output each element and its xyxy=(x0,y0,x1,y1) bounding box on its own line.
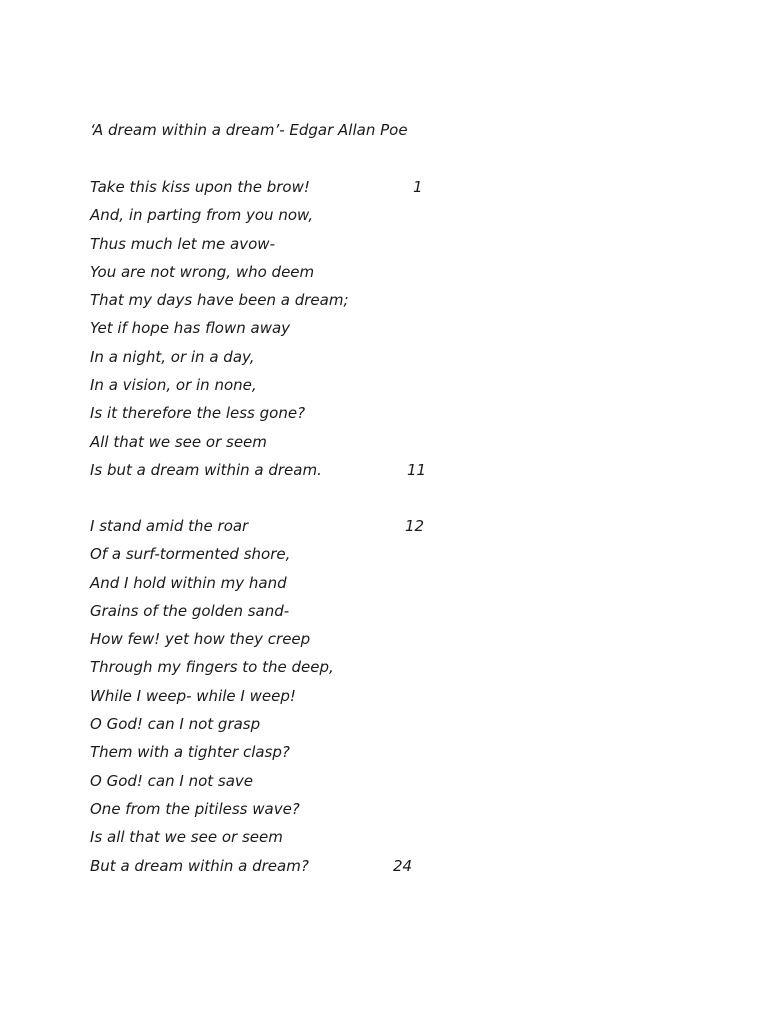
poem-line-text: I stand amid the roar xyxy=(90,517,249,535)
line-number: 12 xyxy=(405,517,425,535)
poem-line xyxy=(90,262,450,290)
poem-line-text: All that we see or seem xyxy=(90,432,267,451)
poem-line-text: O God! can I not grasp xyxy=(90,715,261,734)
stanza-2 xyxy=(90,516,450,884)
poem-line xyxy=(90,827,450,855)
poem-line-text: O God! can I not save xyxy=(90,771,254,790)
poem-line xyxy=(90,714,450,742)
poem-line xyxy=(90,375,450,403)
poem-line xyxy=(90,856,450,884)
poem-line xyxy=(90,657,450,685)
poem-line xyxy=(90,205,450,233)
poem-line xyxy=(90,177,450,205)
poem-line xyxy=(90,771,450,799)
poem-line xyxy=(90,403,450,431)
line-number: 24 xyxy=(393,856,413,875)
poem-line-text: Yet if hope has flown away xyxy=(90,319,291,338)
poem-line-text: How few! yet how they creep xyxy=(90,630,311,649)
poem-line-text: And I hold within my hand xyxy=(90,573,287,592)
poem-line-text: Through my fingers to the deep, xyxy=(90,658,334,677)
poem-line-text: Thus much let me avow- xyxy=(90,234,275,253)
poem-line-text: Of a surf-tormented shore, xyxy=(90,545,291,564)
line-number: 11 xyxy=(407,460,427,479)
poem-line-text: You are not wrong, who deem xyxy=(90,262,315,281)
poem-line xyxy=(90,573,450,601)
poem-title: ‘A dream within a dream’- Edgar Allan Poe xyxy=(90,121,408,139)
poem-line xyxy=(90,432,450,460)
poem-line-text: Take this kiss upon the brow! xyxy=(90,178,310,196)
poem-line-text: But a dream within a dream? xyxy=(90,856,309,875)
poem-line-text: Is all that we see or seem xyxy=(90,828,283,847)
poem-line-text: Them with a tighter clasp? xyxy=(90,743,290,762)
poem-line xyxy=(90,347,450,375)
poem-line-text: One from the pitiless wave? xyxy=(90,799,300,818)
poem-line xyxy=(90,601,450,629)
poem-line xyxy=(90,290,450,318)
poem-line xyxy=(90,686,450,714)
poem-line-text: In a vision, or in none, xyxy=(90,376,257,395)
poem-line-text: In a night, or in a day, xyxy=(90,347,255,366)
poem-line-text: Is but a dream within a dream. xyxy=(90,460,322,479)
poem-line-text: Is it therefore the less gone? xyxy=(90,404,306,423)
poem-line-text: That my days have been a dream; xyxy=(90,291,349,310)
poem-line-text: And, in parting from you now, xyxy=(90,206,314,225)
poem-line xyxy=(90,234,450,262)
poem-line xyxy=(90,544,450,572)
stanza-1 xyxy=(90,177,450,488)
poem-line xyxy=(90,460,450,488)
poem-line xyxy=(90,318,450,346)
poem-line xyxy=(90,516,450,544)
line-number: 1 xyxy=(413,178,423,196)
poem-line-text: While I weep- while I weep! xyxy=(90,686,296,705)
poem-line xyxy=(90,629,450,657)
poem-line xyxy=(90,742,450,770)
poem-line xyxy=(90,799,450,827)
poem-line-text: Grains of the golden sand- xyxy=(90,601,290,620)
